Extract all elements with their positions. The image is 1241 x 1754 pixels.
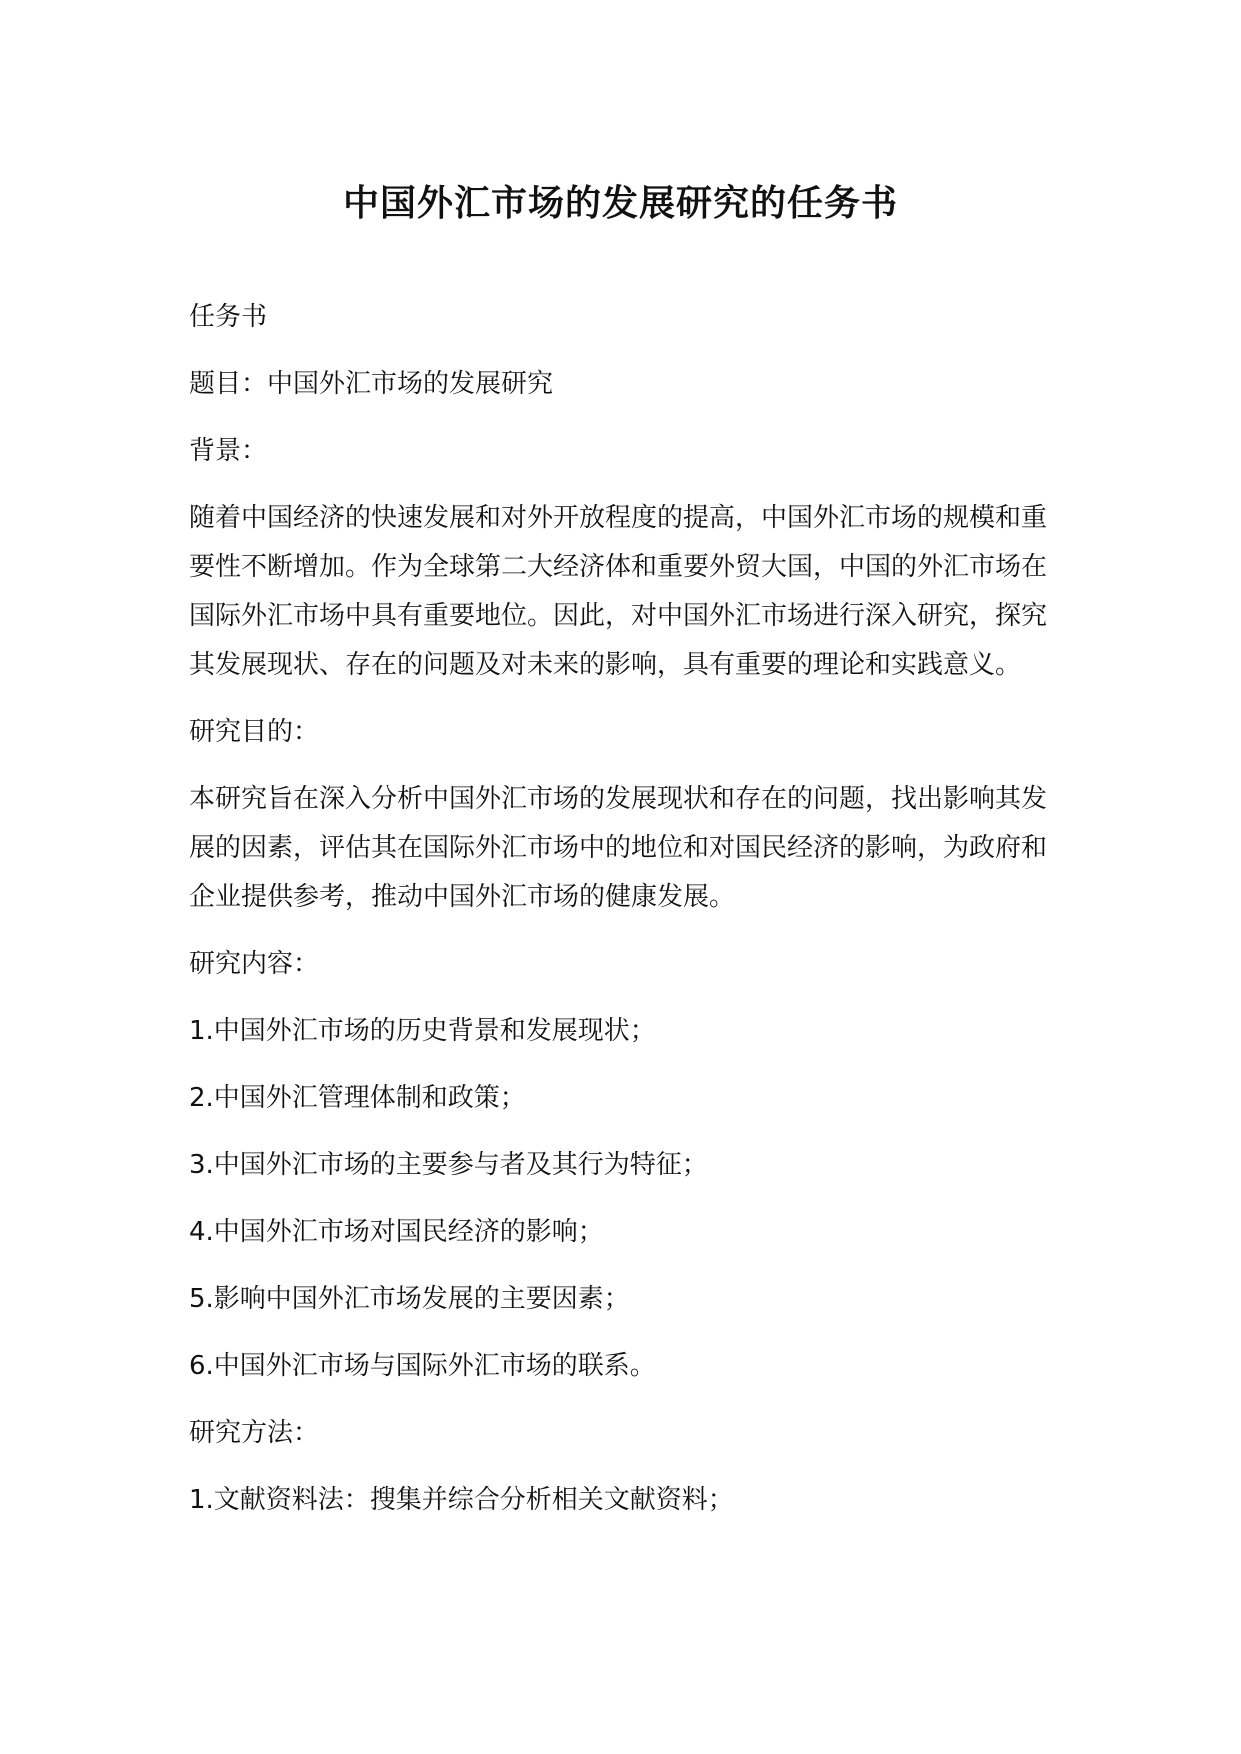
paragraph-heading-task: 任务书	[189, 302, 268, 332]
list-item-content-4: 4.中国外汇市场对国民经济的影响；	[189, 1217, 604, 1247]
paragraph-background-text: 随着中国经济的快速发展和对外开放程度的提高，中国外汇市场的规模和重要性不断增加。作为全球第二大经济体和重要外贸大国，中国的外汇市场在国际外汇市场中具有重要地位。因此，对中国外汇市场进行深入研究，探究其发展现状、存在的问题及对未来的影响，具有重要的理论和实践意义。	[189, 503, 1048, 680]
paragraph-heading-content: 研究内容：	[189, 949, 320, 979]
list-item-content-6: 6.中国外汇市场与国际外汇市场的联系。	[189, 1351, 656, 1381]
list-item-content-3: 3.中国外汇市场的主要参与者及其行为特征；	[189, 1150, 708, 1180]
paragraph-heading-purpose: 研究目的：	[189, 717, 320, 747]
list-item-method-1: 1.文献资料法：搜集并综合分析相关文献资料；	[189, 1485, 734, 1515]
document-body	[189, 293, 1049, 1543]
paragraph-heading-background: 背景：	[189, 436, 268, 466]
list-item-content-1: 1.中国外汇市场的历史背景和发展现状；	[189, 1016, 656, 1046]
paragraph-purpose-text: 本研究旨在深入分析中国外汇市场的发展现状和存在的问题，找出影响其发展的因素，评估其在国际外汇市场中的地位和对国民经济的影响，为政府和企业提供参考，推动中国外汇市场的健康发展。	[189, 784, 1048, 912]
paragraph-heading-method: 研究方法：	[189, 1418, 320, 1448]
document-title: 中国外汇市场的发展研究的任务书	[342, 183, 898, 224]
paragraph-topic: 题目：中国外汇市场的发展研究	[189, 369, 554, 399]
list-item-content-2: 2.中国外汇管理体制和政策；	[189, 1083, 526, 1113]
list-item-content-5: 5.影响中国外汇市场发展的主要因素；	[189, 1284, 630, 1314]
